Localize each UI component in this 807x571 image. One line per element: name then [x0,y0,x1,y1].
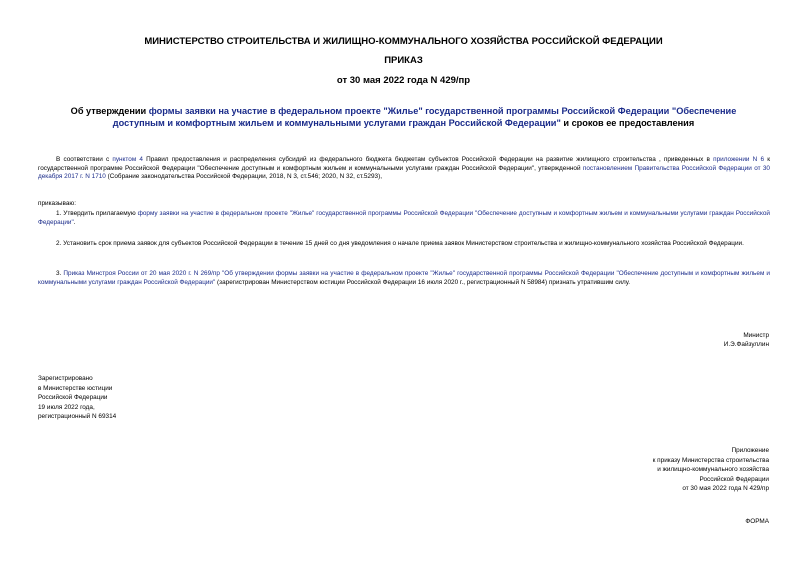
order-label: ПРИКАЗ [384,55,423,66]
item-1-end: . [73,218,76,226]
item-1-text: 1. Утвердить прилагаемую [56,210,138,217]
subject-form-link[interactable]: формы заявки на участие в федеральном проекте "Жилье" государственной программы Российской Федерации "Обеспечение доступным и комфортным жильем и коммунальными услугами граждан Российской Федерации" [112,106,737,128]
preamble-text-1: В соответствии с [56,156,113,163]
appendix-line-2: к приказу Министерства строительства [652,456,769,464]
link-government-decree[interactable]: постановлением Правительства Российской Федерации от 30 декабря 2017 г. N 1710 [38,164,770,181]
ministry-heading: МИНИСТЕРСТВО СТРОИТЕЛЬСТВА И ЖИЛИЩНО-КОММУНАЛЬНОГО ХОЗЯЙСТВА РОССИЙСКОЙ ФЕДЕРАЦИИ [144,36,663,47]
registration-line-1: Зарегистрировано [38,375,93,382]
appendix-line-3: и жилищно-коммунального хозяйства [657,466,769,474]
registration-line-4: 19 июля 2022 года, [38,403,95,411]
order-word: приказываю: [38,200,76,207]
item-1 [38,210,770,227]
item-3-order-link[interactable]: Приказ Минстроя России от 20 мая 2020 г. N 269/пр "Об утверждении формы заявки на участие в федеральном проекте "Жилье" государственной программы Российской Федерации "Обеспечение доступным и комфортным жильем и коммунальными услугами граждан Российской Федерации" [38,270,770,286]
item-3-number: 3. [56,270,64,277]
item-2: 2. Установить срок приема заявок для субъектов Российской Федерации в течение 15 дней со дня уведомления о начале приема заявок Министерством строительства и жилищно-коммунального хозяйства Российской Федерации. [56,240,744,247]
registration-block [38,374,288,422]
form-label: ФОРМА [745,518,769,525]
appendix-line-1: Приложение [731,447,769,454]
registration-line-2: в Министерстве юстиции [38,384,113,392]
signer-name: И.Э.Файзуллин [723,341,769,348]
preamble-text-3: к государственной программе Российской Федерации "Обеспечение доступным и комфортным жильем и коммунальными услугами граждан Российской Федерации", утвержденной [38,156,770,172]
appendix-line-5: от 30 мая 2022 года N 429/пр [682,485,769,493]
order-date: от 30 мая 2022 года N 429/пр [336,75,471,86]
link-appendix-6[interactable]: приложении N 6 [713,156,765,163]
signer-block [569,331,769,349]
item-3 [38,270,770,287]
item-1-form-link[interactable]: форму заявки на участие в федеральном проекте "Жилье" государственной программы Российской Федерации "Обеспечение доступным и комфортным жильем и коммунальными услугами граждан Российской Федерации" [38,210,770,226]
appendix-block [509,446,769,494]
appendix-line-4: Российской Федерации [699,475,769,483]
signer-position: Министр [743,332,769,339]
item-3-text: (зарегистрирован Министерством юстиции Российской Федерации 16 июля 2020 г., регистрационный N 58984) признать утратившим силу. [215,278,631,286]
subject-suffix: и сроков ее предоставления [560,118,695,128]
preamble-text-4: (Собрание законодательства Российской Федерации, 2018, N 3, ст.546; 2020, N 32, ст.5293), [105,173,382,181]
order-subject [70,105,737,129]
preamble-paragraph [38,156,770,182]
preamble-text-2: Правил предоставления и распределения субсидий из федерального бюджета бюджетам субъектов Российской Федерации на развитие жилищного строительства , приведенных в [142,156,714,163]
subject-prefix: Об утверждении [70,106,149,116]
registration-line-5: регистрационный N 69314 [38,413,117,421]
link-point-4[interactable]: пунктом 4 [112,156,143,163]
registration-line-3: Российской Федерации [38,394,108,402]
